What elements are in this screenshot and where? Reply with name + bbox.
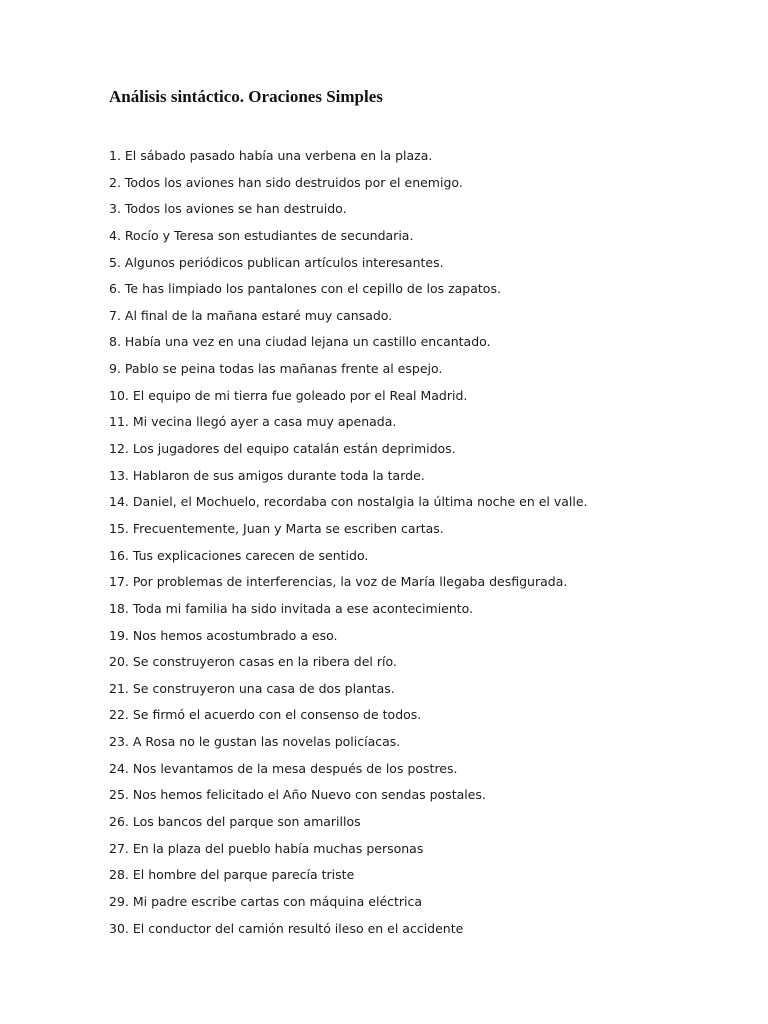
sentence-item: 9. Pablo se peina todas las mañanas frente al espejo.: [109, 361, 443, 377]
sentence-item: 20. Se construyeron casas en la ribera del río.: [109, 654, 397, 670]
sentence-item: 25. Nos hemos felicitado el Año Nuevo con sendas postales.: [109, 787, 486, 803]
document-title: Análisis sintáctico. Oraciones Simples: [109, 87, 383, 106]
sentence-list: [109, 143, 588, 942]
sentence-item: 18. Toda mi familia ha sido invitada a ese acontecimiento.: [109, 600, 474, 616]
sentence-item: 22. Se firmó el acuerdo con el consenso de todos.: [109, 707, 422, 723]
sentence-item: 4. Rocío y Teresa son estudiantes de secundaria.: [109, 227, 414, 243]
sentence-item: 28. El hombre del parque parecía triste: [109, 867, 355, 883]
sentence-item: 11. Mi vecina llegó ayer a casa muy apenada.: [109, 414, 397, 430]
sentence-item: 12. Los jugadores del equipo catalán están deprimidos.: [109, 441, 456, 457]
sentence-item: 17. Por problemas de interferencias, la voz de María llegaba desfigurada.: [109, 574, 568, 590]
sentence-item: 8. Había una vez en una ciudad lejana un castillo encantado.: [109, 334, 491, 350]
sentence-item: 30. El conductor del camión resultó ileso en el accidente: [109, 920, 464, 936]
sentence-item: 13. Hablaron de sus amigos durante toda la tarde.: [109, 467, 425, 483]
sentence-item: 10. El equipo de mi tierra fue goleado por el Real Madrid.: [109, 387, 468, 403]
sentence-item: 19. Nos hemos acostumbrado a eso.: [109, 627, 338, 643]
sentence-item: 14. Daniel, el Mochuelo, recordaba con nostalgia la última noche en el valle.: [109, 494, 588, 510]
sentence-item: 29. Mi padre escribe cartas con máquina eléctrica: [109, 893, 423, 909]
sentence-item: 23. A Rosa no le gustan las novelas policíacas.: [109, 734, 401, 750]
sentence-item: 15. Frecuentemente, Juan y Marta se escriben cartas.: [109, 520, 444, 536]
sentence-item: 27. En la plaza del pueblo había muchas personas: [109, 840, 424, 856]
sentence-item: 6. Te has limpiado los pantalones con el cepillo de los zapatos.: [109, 281, 501, 297]
sentence-item: 1. El sábado pasado había una verbena en la plaza.: [109, 148, 433, 163]
sentence-item: 7. Al final de la mañana estaré muy cansado.: [109, 307, 393, 323]
sentence-item: 21. Se construyeron una casa de dos plantas.: [109, 680, 395, 696]
sentence-item: 3. Todos los aviones se han destruido.: [109, 201, 347, 217]
sentence-item: 2. Todos los aviones han sido destruidos por el enemigo.: [109, 174, 463, 190]
sentence-item: 26. Los bancos del parque son amarillos: [109, 814, 361, 830]
sentence-item: 16. Tus explicaciones carecen de sentido.: [109, 547, 369, 563]
sentence-item: 24. Nos levantamos de la mesa después de los postres.: [109, 760, 458, 776]
sentence-item: 5. Algunos periódicos publican artículos interesantes.: [109, 254, 444, 270]
